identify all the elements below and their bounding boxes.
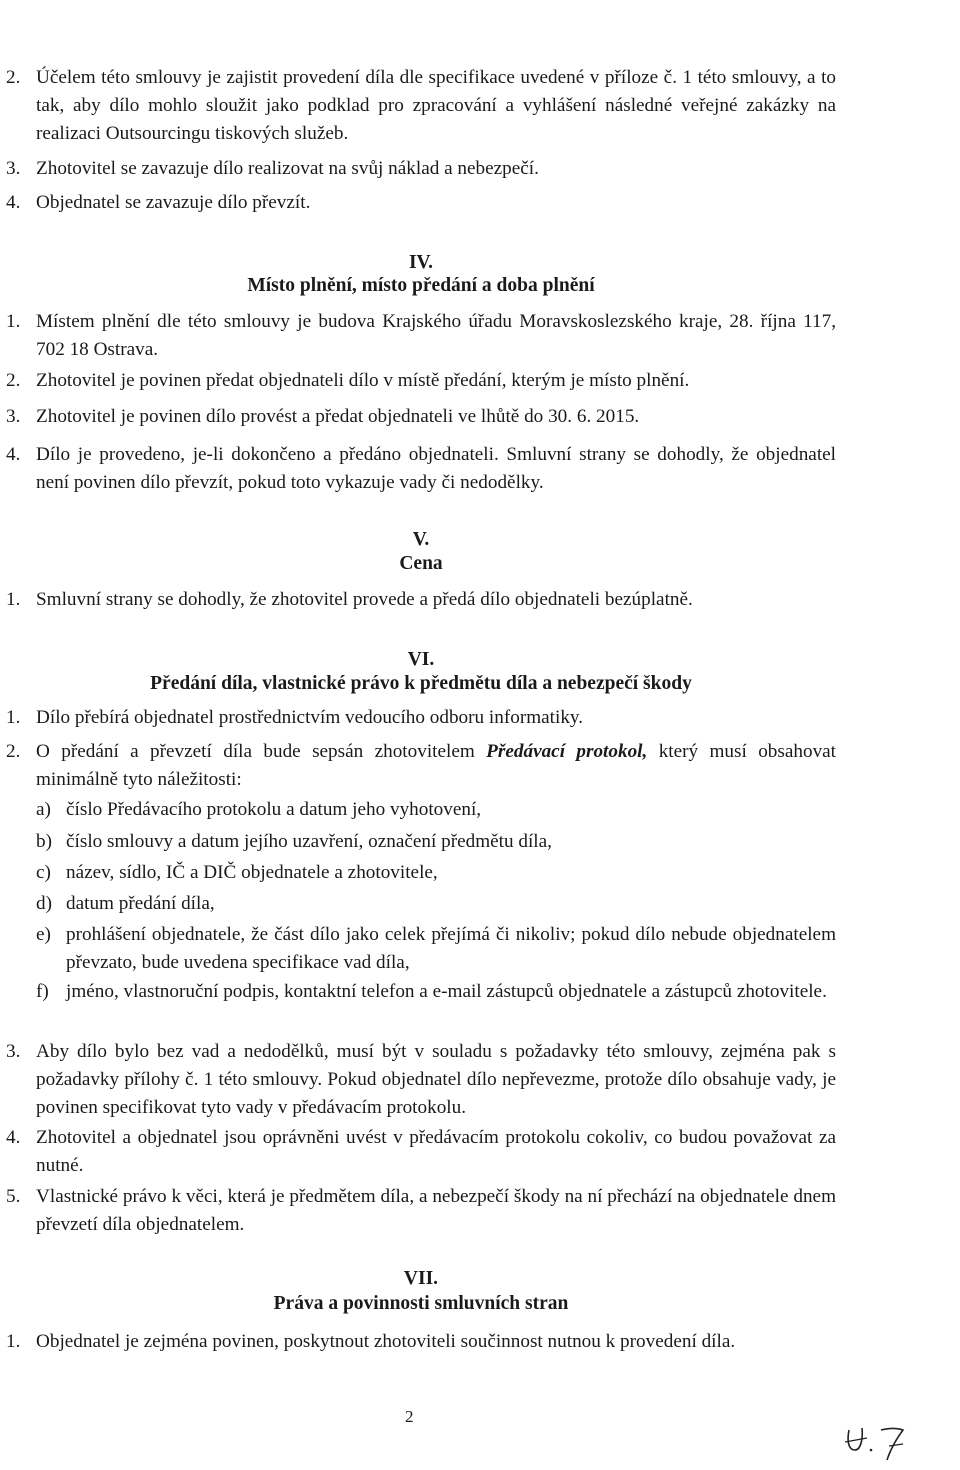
handwritten-initials — [843, 1420, 923, 1464]
subitem-text: datum předání díla, — [66, 893, 215, 914]
subitem-letter: d) — [36, 893, 52, 914]
subitem-letter: c) — [36, 862, 51, 883]
item-text: Aby dílo bylo bez vad a nedodělků, musí být v souladu s požadavky této smlouvy, zejména pak s požadavky přílohy č. 1 této smlouvy. Pokud objednatel dílo nepřevezme, protože dílo obsahuje vady, je povinen specifikovat tyto vady v předávacím protokolu. — [36, 1041, 836, 1118]
item-text: Dílo je provedeno, je-li dokončeno a předáno objednateli. Smluvní strany se dohodly, že objednatel není povinen dílo převzít, pokud toto vykazuje vady či nedodělky. — [36, 444, 836, 493]
item-number: 1. — [6, 311, 21, 332]
item-number: 1. — [6, 1331, 21, 1352]
subitem-letter: f) — [36, 981, 49, 1002]
item-number: 2. — [6, 741, 21, 762]
item-text: Vlastnické právo k věci, která je předmětem díla, a nebezpečí škody na ní přechází na objednatele dnem převzetí díla objednatelem. — [36, 1186, 836, 1235]
section-4-number: IV. — [408, 252, 434, 273]
item-text: Zhotovitel se zavazuje dílo realizovat na svůj náklad a nebezpečí. — [36, 158, 539, 179]
item-text: Zhotovitel je povinen předat objednateli dílo v místě předání, kterým je místo plnění. — [36, 370, 690, 391]
item-text: Zhotovitel a objednatel jsou oprávněni uvést v předávacím protokolu cokoliv, co budou považovat za nutné. — [36, 1127, 836, 1176]
item-text: Dílo přebírá objednatel prostřednictvím vedoucího odboru informatiky. — [36, 707, 584, 728]
subitem-text: jméno, vlastnoruční podpis, kontaktní telefon a e-mail zástupců objednatele a zástupců zhotovitele. — [66, 981, 827, 1002]
item-text: Místem plnění dle této smlouvy je budova Krajského úřadu Moravskoslezského kraje, 28. října 117, 702 18 Ostrava. — [36, 311, 836, 360]
item-text: Účelem této smlouvy je zajistit provedení díla dle specifikace uvedené v příloze č. 1 této smlouvy, a to tak, aby dílo mohlo sloužit jako podklad pro zpracování a vyhlášení následné veřejné zakázky na realizaci Outsourcingu tiskových služeb. — [36, 67, 836, 144]
item-text: Zhotovitel je povinen dílo provést a předat objednateli ve lhůtě do 30. 6. 2015. — [36, 406, 640, 427]
page-number: 2 — [405, 1407, 414, 1426]
item-number: 3. — [6, 1041, 21, 1062]
section-6-number: VI. — [407, 649, 435, 670]
section-5-title: Cena — [399, 553, 443, 574]
subitem-text: číslo Předávacího protokolu a datum jeho vyhotovení, — [66, 799, 482, 820]
protocol-emphasis: Předávací protokol, — [486, 741, 648, 762]
item-number: 1. — [6, 589, 21, 610]
item-number: 3. — [6, 406, 21, 427]
item-text — [36, 738, 836, 794]
item-text: Objednatel se zavazuje dílo převzít. — [36, 192, 311, 213]
section-7-number: VII. — [403, 1268, 439, 1289]
section-5-number: V. — [412, 529, 430, 550]
item-text-after: který musí obsahovat minimálně tyto náležitosti: — [36, 741, 837, 790]
item-number: 5. — [6, 1186, 21, 1207]
item-number: 4. — [6, 192, 21, 213]
item-text-before: O předání a převzetí díla bude sepsán zhotovitelem — [36, 741, 487, 762]
item-number: 3. — [6, 158, 21, 179]
item-number: 2. — [6, 67, 21, 88]
subitem-letter: e) — [36, 924, 51, 945]
subitem-text: název, sídlo, IČ a DIČ objednatele a zhotovitele, — [66, 862, 438, 883]
item-number: 4. — [6, 444, 21, 465]
section-6-title: Předání díla, vlastnické právo k předmětu díla a nebezpečí škody — [150, 673, 692, 694]
item-number: 2. — [6, 370, 21, 391]
item-text: Objednatel je zejména povinen, poskytnout zhotoviteli součinnost nutnou k provedení díla. — [36, 1331, 736, 1352]
item-number: 4. — [6, 1127, 21, 1148]
item-number: 1. — [6, 707, 21, 728]
section-4-title: Místo plnění, místo předání a doba plnění — [247, 275, 595, 296]
item-text: Smluvní strany se dohodly, že zhotovitel provede a předá dílo objednateli bezúplatně. — [36, 589, 693, 610]
section-7-title: Práva a povinnosti smluvních stran — [273, 1293, 569, 1314]
subitem-letter: b) — [36, 831, 52, 852]
subitem-letter: a) — [36, 799, 51, 820]
subitem-text: číslo smlouvy a datum jejího uzavření, označení předmětu díla, — [66, 831, 552, 852]
subitem-text: prohlášení objednatele, že část dílo jako celek přejímá či nikoliv; pokud dílo nebude objednatelem převzato, bude uvedena specifikace vad díla, — [66, 924, 836, 973]
